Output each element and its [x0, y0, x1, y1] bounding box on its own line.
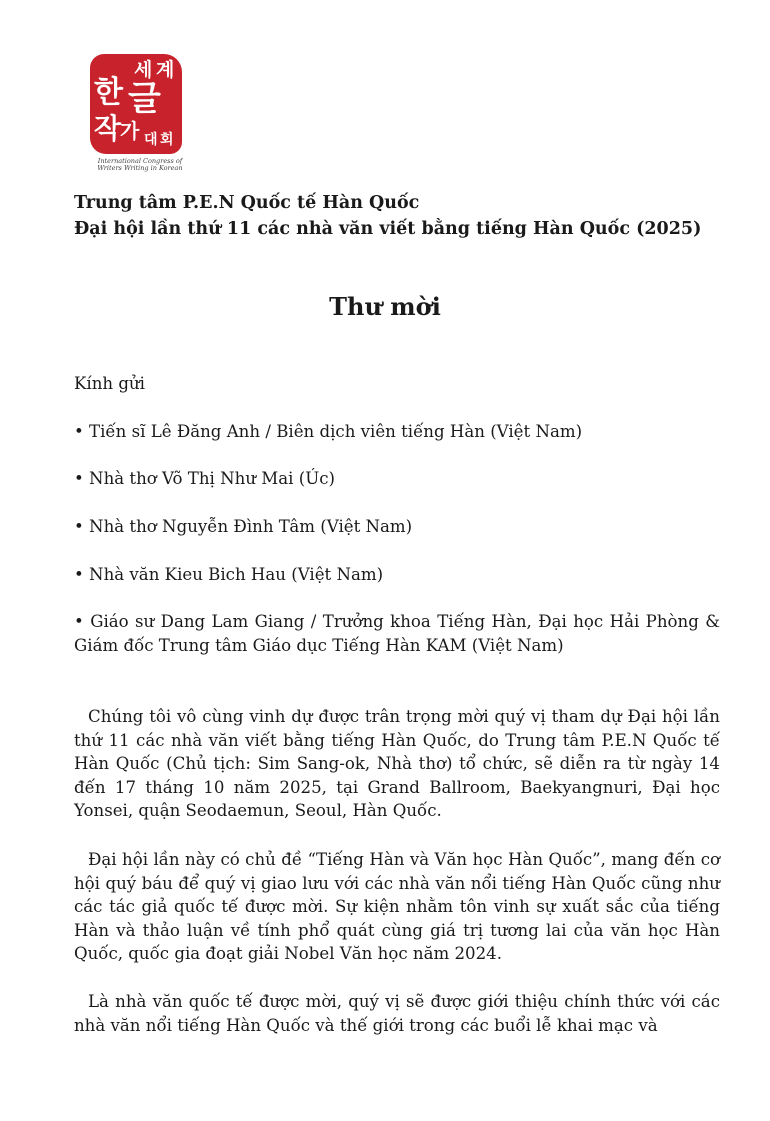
seal-glyphs — [90, 54, 182, 154]
body-paragraph: Đại hội lần này có chủ đề “Tiếng Hàn và Văn học Hàn Quốc”, mang đến cơ hội quý báu để quý vị giao lưu với các nhà văn nổi tiếng Hàn Quốc cũng như các tác giả quốc tế được mời. Sự kiện nhằm tôn vinh sự xuất sắc của tiếng Hàn và thảo luận về tính phổ quát cùng giá trị tương lai của văn học Hàn Quốc, quốc gia đoạt giải Nobel Văn học năm 2024. — [74, 850, 720, 963]
seal-glyph: 대 — [144, 132, 158, 148]
organization-name: Trung tâm P.E.N Quốc tế Hàn Quốc — [74, 193, 420, 213]
recipient-item: • Nhà thơ Nguyễn Đình Tâm (Việt Nam) — [74, 517, 413, 536]
congress-logo — [86, 54, 190, 176]
document-header — [74, 190, 734, 242]
seal-glyph: 가 — [120, 119, 140, 143]
body-paragraph: Chúng tôi vô cùng vinh dự được trân trọng mời quý vị tham dự Đại hội lần thứ 11 các nhà văn viết bằng tiếng Hàn Quốc, do Trung tâm P.E.N Quốc tế Hàn Quốc (Chủ tịch: Sim Sang-ok, Nhà thơ) tổ chức, sẽ diễn ra từ ngày 14 đến 17 tháng 10 năm 2025, tại Grand Ballroom, Baekyangnuri, Đại học Yonsei, quận Seodaemun, Seoul, Hàn Quốc. — [74, 707, 720, 820]
logo-caption: International Congress of Writers Writing in Korean — [97, 157, 183, 172]
body-paragraph: Là nhà văn quốc tế được mời, quý vị sẽ được giới thiệu chính thức với các nhà văn nổi tiếng Hàn Quốc và thế giới trong các buổi lễ khai mạc và — [74, 992, 720, 1035]
recipient-item: • Nhà văn Kieu Bich Hau (Việt Nam) — [74, 565, 384, 584]
seal-glyph: 회 — [160, 132, 174, 148]
recipient-item: • Giáo sư Dang Lam Giang / Trưởng khoa Tiếng Hàn, Đại học Hải Phòng & Giám đốc Trung tâm Giáo dục Tiếng Hàn KAM (Việt Nam) — [74, 612, 720, 655]
seal-glyph: 작 — [94, 112, 122, 145]
recipient-item: • Tiến sĩ Lê Đăng Anh / Biên dịch viên tiếng Hàn (Việt Nam) — [74, 422, 583, 441]
congress-name: Đại hội lần thứ 11 các nhà văn viết bằng tiếng Hàn Quốc (2025) — [74, 219, 702, 239]
seal-glyph: 세 — [134, 59, 153, 81]
seal-glyph: 계 — [156, 59, 175, 81]
recipient-item: • Nhà thơ Võ Thị Như Mai (Úc) — [74, 469, 335, 488]
seal-glyph: 글 — [128, 79, 161, 119]
seal-glyph: 한 — [94, 75, 123, 110]
document-title: Thư mời — [329, 292, 441, 321]
salutation: Kính gửi — [74, 374, 145, 393]
red-seal-logo — [90, 54, 182, 154]
